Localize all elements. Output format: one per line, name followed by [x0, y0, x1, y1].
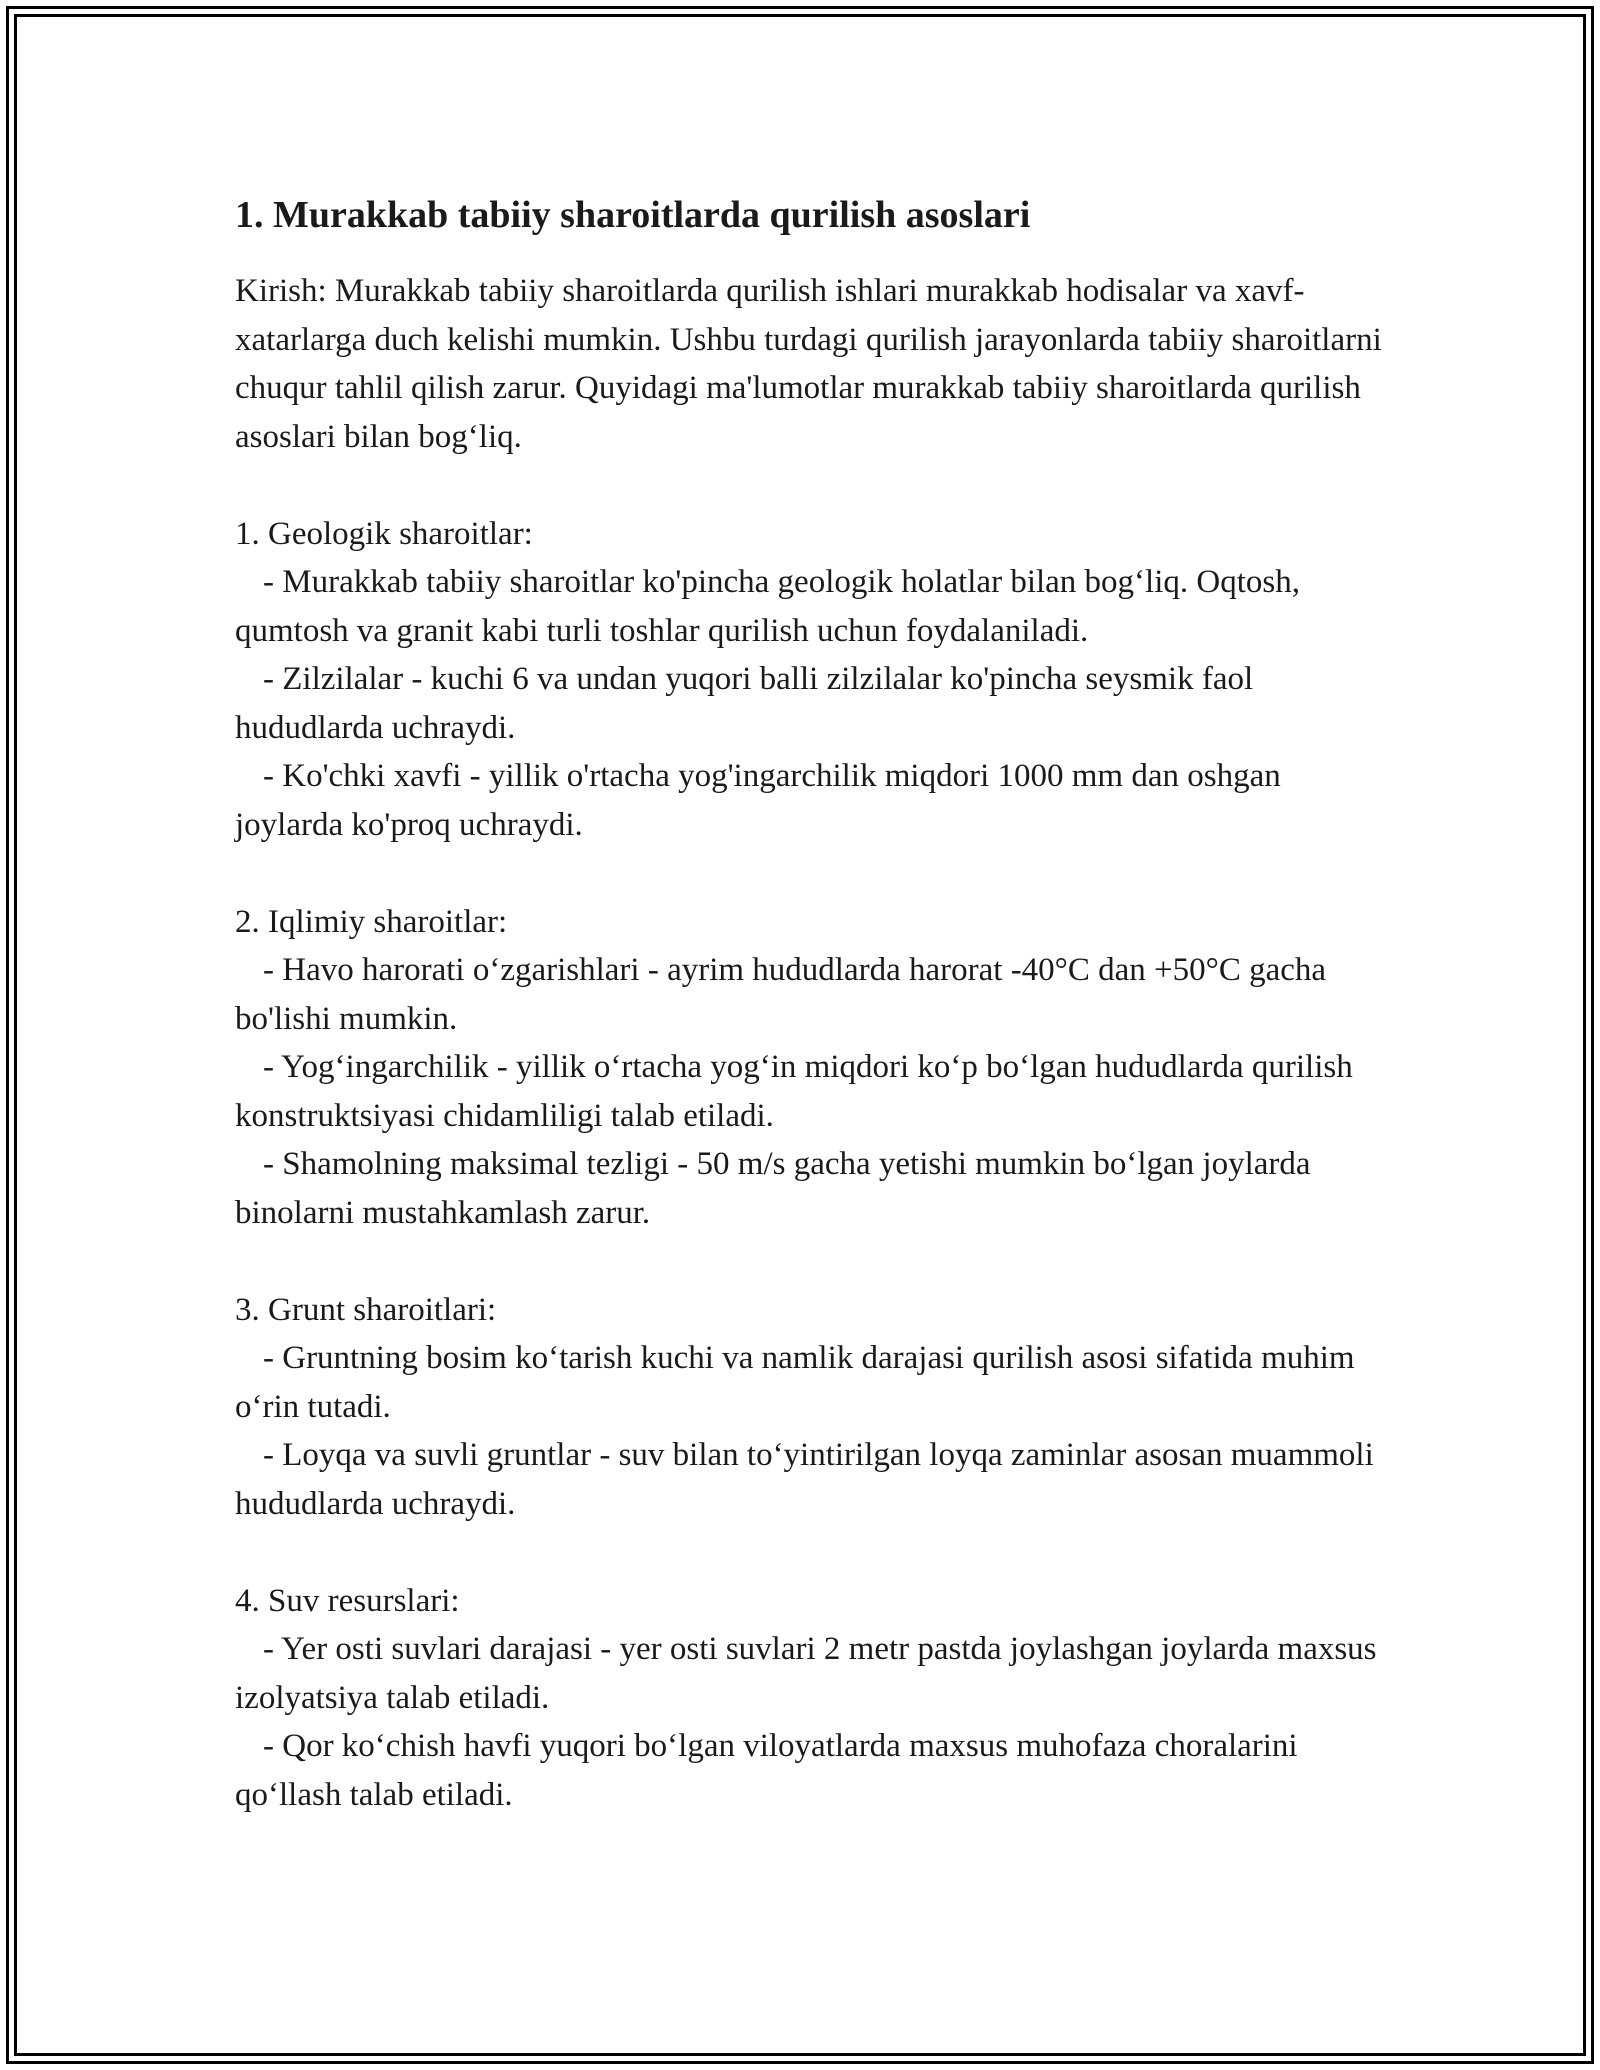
list-item: - Murakkab tabiiy sharoitlar ko'pincha geologik holatlar bilan bog‘liq. Oqtosh, qumtosh va granit kabi turli toshlar qurilish uchun foydalaniladi.	[235, 564, 1300, 649]
list-item: - Gruntning bosim ko‘tarish kuchi va namlik darajasi qurilish asosi sifatida muhim o‘rin tutadi.	[235, 1340, 1355, 1425]
intro-paragraph: Kirish: Murakkab tabiiy sharoitlarda qurilish ishlari murakkab hodisalar va xavf-xatarlarga duch kelishi mumkin. Ushbu turdagi qurilish jarayonlarda tabiiy sharoitlarni chuqur tahlil qilish zarur. Quyidagi ma'lumotlar murakkab tabiiy sharoitlarda qurilish asoslari bilan bog‘liq.	[235, 273, 1382, 455]
section-geologik	[235, 510, 1385, 850]
section-suv	[235, 1577, 1385, 1820]
list-item: - Havo harorati o‘zgarishlari - ayrim hududlarda harorat -40°C dan +50°C gacha bo'lishi mumkin.	[235, 952, 1327, 1037]
list-item: - Zilzilalar - kuchi 6 va undan yuqori balli zilzilalar ko'pincha seysmik faol hududlarda uchraydi.	[235, 661, 1254, 746]
list-item: - Yer osti suvlari darajasi - yer osti suvlari 2 metr pastda joylashgan joylarda maxsus izolyatsiya talab etiladi.	[235, 1631, 1377, 1716]
list-item: - Qor ko‘chish havfi yuqori bo‘lgan viloyatlarda maxsus muhofaza choralarini qo‘llash talab etiladi.	[235, 1728, 1298, 1813]
document-title: 1. Murakkab tabiiy sharoitlarda qurilish asoslari	[235, 194, 1031, 236]
section-iqlimiy	[235, 898, 1385, 1238]
list-item: - Yog‘ingarchilik - yillik o‘rtacha yog‘in miqdori ko‘p bo‘lgan hududlarda qurilish konstruktsiyasi chidamliligi talab etiladi.	[235, 1049, 1353, 1134]
list-item: - Ko'chki xavfi - yillik o'rtacha yog'ingarchilik miqdori 1000 mm dan oshgan joylarda ko'proq uchraydi.	[235, 758, 1281, 843]
section-heading: 2. Iqlimiy sharoitlar:	[235, 903, 508, 940]
list-item: - Loyqa va suvli gruntlar - suv bilan to‘yintirilgan loyqa zaminlar asosan muammoli hududlarda uchraydi.	[235, 1437, 1374, 1522]
section-heading: 3. Grunt sharoitlari:	[235, 1291, 497, 1328]
document-content	[235, 187, 1385, 1868]
section-grunt	[235, 1286, 1385, 1529]
section-heading: 1. Geologik sharoitlar:	[235, 515, 533, 552]
section-heading: 4. Suv resurslari:	[235, 1582, 460, 1619]
list-item: - Shamolning maksimal tezligi - 50 m/s gacha yetishi mumkin bo‘lgan joylarda binolarni mustahkamlash zarur.	[235, 1146, 1311, 1231]
